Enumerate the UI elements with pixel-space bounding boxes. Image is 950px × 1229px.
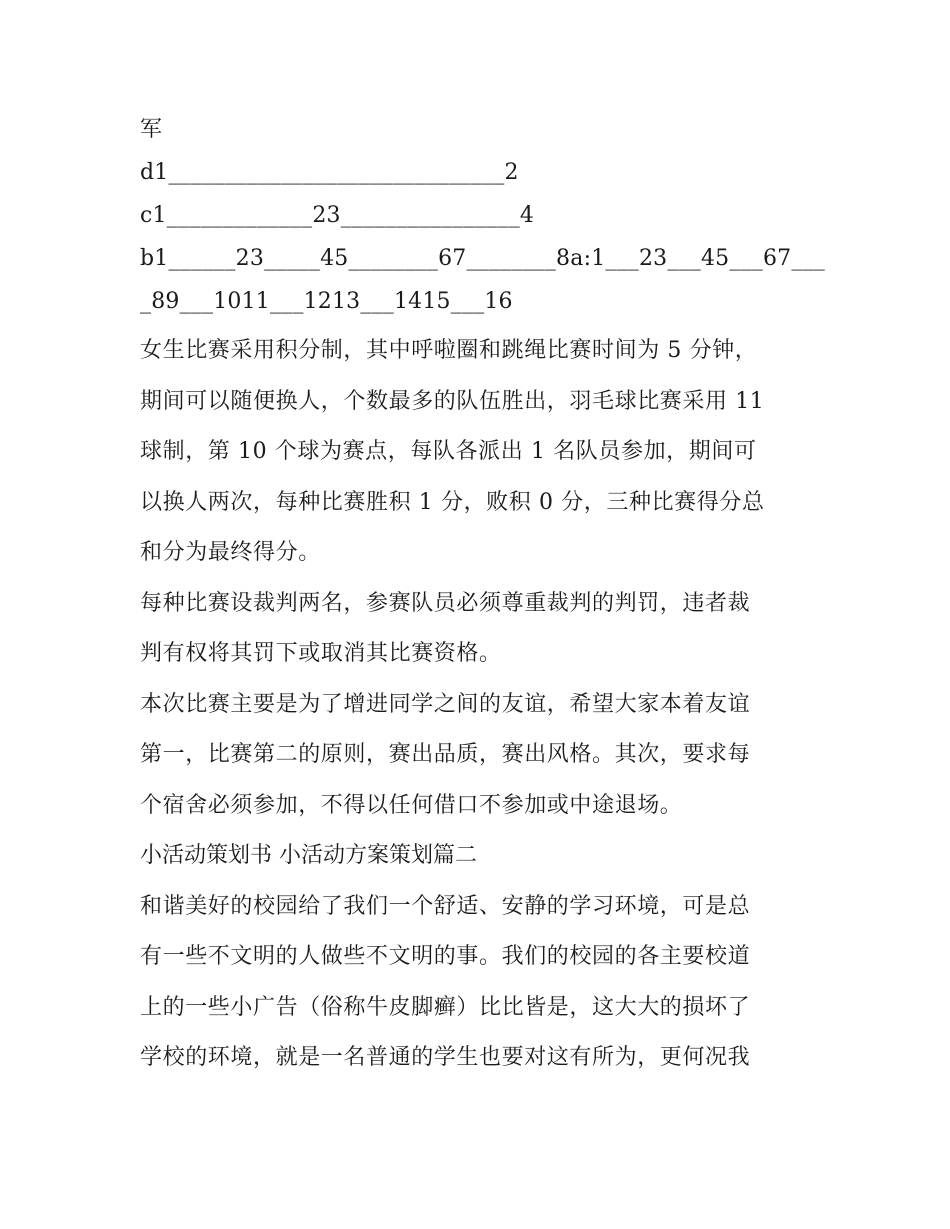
text-line: 个宿舍必须参加，不得以任何借口不参加或中途退场。	[140, 792, 683, 818]
paragraph-campus-environment	[140, 882, 820, 1084]
paragraph-referee-rules	[140, 579, 820, 680]
bracket-line-continued: _89___1011___1213___1415___16	[140, 289, 513, 314]
text-line: 期间可以随便换人，个数最多的队伍胜出，羽毛球比赛采用 11	[140, 388, 765, 414]
paragraph-scoring-rules	[140, 326, 820, 579]
text-line: 本次比赛主要是为了增进同学之间的友谊，希望大家本着友谊	[140, 691, 751, 717]
text-line: 第一，比赛第二的原则，赛出品质，赛出风格。其次，要求每	[140, 742, 751, 767]
text-line: 以换人两次，每种比赛胜积 1 分，败积 0 分，三种比赛得分总	[140, 489, 765, 515]
bracket-line-c: c1_____________23________________4	[140, 203, 535, 228]
text-line: 学校的环境，就是一名普通的学生也要对这有所为，更何况我	[140, 1045, 751, 1070]
bracket-line-d: d1______________________________2	[140, 160, 519, 185]
text-line: 女生比赛采用积分制，其中呼啦圈和跳绳比赛时间为 5 分钟，	[140, 338, 758, 363]
text-line: 判有权将其罚下或取消其比赛资格。	[140, 641, 502, 666]
text-line: 球制，第 10 个球为赛点，每队各派出 1 名队员参加，期间可	[140, 439, 757, 464]
text-line: 和谐美好的校园给了我们一个舒适、安静的学习环境，可是总	[140, 893, 751, 919]
text-line: 上的一些小广告（俗称牛皮脚癣）比比皆是，这大大的损坏了	[140, 994, 751, 1020]
text-line: 有一些不文明的人做些不文明的事。我们的校园的各主要校道	[140, 944, 751, 969]
text-line: 每种比赛设裁判两名，参赛队员必须尊重裁判的判罚，违者裁	[140, 590, 751, 616]
section-heading: 小活动策划书 小活动方案策划篇二	[140, 843, 477, 868]
paragraph-purpose	[140, 680, 820, 832]
document-body	[140, 108, 825, 1084]
bracket-line-b-a: b1______23_____45________67________8a:1___23___45___67___	[140, 246, 825, 271]
bracket-line-champion: 军	[140, 117, 163, 142]
text-line: 和分为最终得分。	[140, 540, 321, 565]
